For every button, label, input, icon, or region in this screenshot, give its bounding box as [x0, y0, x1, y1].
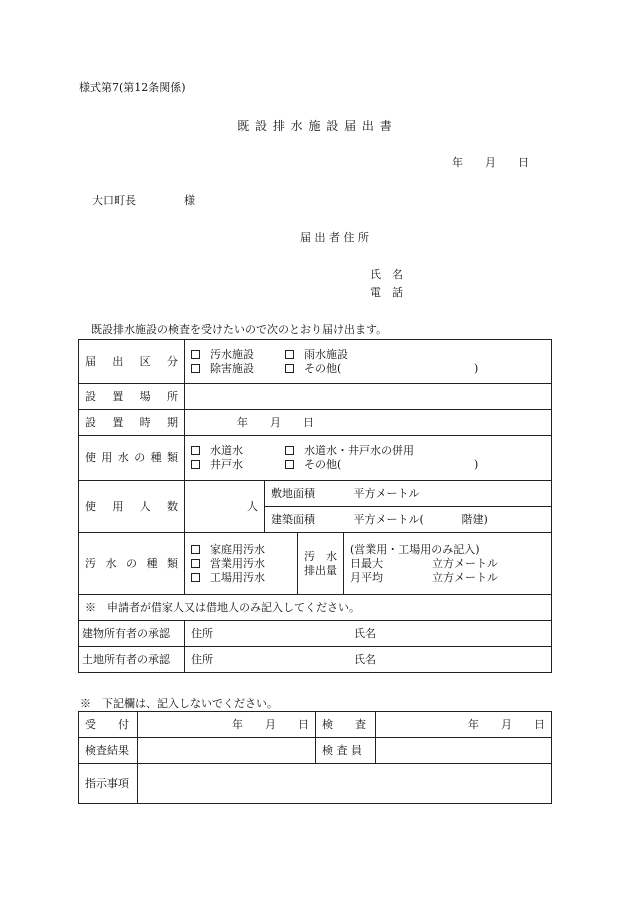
- inspection-label: 検 査: [316, 712, 376, 738]
- receipt-date[interactable]: 年 月 日: [138, 712, 316, 738]
- row-notification-type: [79, 340, 552, 384]
- water-type-options: 水道水 水道水・井戸水の併用 井戸水 その他( ): [185, 436, 552, 481]
- honorific: 様: [184, 194, 195, 207]
- checkbox-water-other[interactable]: [285, 460, 294, 469]
- checkbox-sewage-facility[interactable]: [191, 350, 200, 359]
- notification-type-options: 汚水施設 雨水施設 除害施設 その他( ): [185, 340, 552, 384]
- result-field[interactable]: [138, 738, 316, 764]
- building-area-field[interactable]: 平方メートル( 階建): [344, 507, 552, 533]
- inspection-date[interactable]: 年 月 日: [376, 712, 552, 738]
- users-field[interactable]: 人: [185, 481, 265, 533]
- instructions-label: 指示事項: [79, 764, 138, 804]
- row-users-site: [79, 481, 552, 507]
- form-title: 既 設 排 水 施 設 届 出 書: [237, 119, 393, 133]
- checkbox-type-other[interactable]: [285, 364, 294, 373]
- site-area-field[interactable]: 平方メートル: [344, 481, 552, 507]
- checkbox-rainwater-facility[interactable]: [285, 350, 294, 359]
- install-place-field[interactable]: [185, 384, 552, 410]
- row-land-owner: [79, 647, 552, 673]
- row-install-time: [79, 410, 552, 436]
- receipt-label: 受 付: [79, 712, 138, 738]
- row-building-owner: [79, 621, 552, 647]
- row-instructions: [79, 764, 552, 804]
- inspector-label: 検 査 員: [316, 738, 376, 764]
- users-label: 使 用 人 数: [79, 481, 185, 533]
- result-label: 検査結果: [79, 738, 138, 764]
- checkbox-industrial-sewage[interactable]: [191, 573, 200, 582]
- checkbox-commercial-sewage[interactable]: [191, 559, 200, 568]
- checkbox-combined-water[interactable]: [285, 446, 294, 455]
- notifier-address-label: 届 出 者 住 所: [300, 231, 369, 244]
- building-area-label: 建築面積: [265, 507, 344, 533]
- checkbox-pollution-removal[interactable]: [191, 364, 200, 373]
- building-owner-field[interactable]: 住所 氏名: [185, 621, 552, 647]
- building-owner-label: 建物所有者の承認: [79, 621, 185, 647]
- land-owner-field[interactable]: 住所 氏名: [185, 647, 552, 673]
- addressee: 大口町長: [92, 194, 136, 207]
- instructions-field[interactable]: [138, 764, 552, 804]
- inspector-field[interactable]: [376, 738, 552, 764]
- discharge-label: 汚 水 排出量: [298, 533, 344, 595]
- sewage-type-options: 家庭用汚水 営業用汚水 工場用汚水: [185, 533, 298, 595]
- checkbox-well-water[interactable]: [191, 460, 200, 469]
- discharge-field[interactable]: (営業用・工場用のみ記入) 日最大 立方メートル 月平均 立方メートル: [344, 533, 552, 595]
- office-use-table: [78, 711, 552, 804]
- checkbox-tap-water[interactable]: [191, 446, 200, 455]
- submission-date: 年 月 日: [452, 156, 529, 169]
- row-receipt-inspection: [79, 712, 552, 738]
- install-time-field[interactable]: 年 月 日: [185, 410, 552, 436]
- install-time-label: 設 置 時 期: [79, 410, 185, 436]
- sewage-type-label: 汚 水 の 種 類: [79, 533, 185, 595]
- office-use-note: ※ 下記欄は、記入しないでください。: [80, 697, 278, 710]
- row-install-place: [79, 384, 552, 410]
- row-note: [79, 595, 552, 621]
- form-number: 様式第7(第12条関係): [79, 81, 186, 94]
- row-result-inspector: [79, 738, 552, 764]
- site-area-label: 敷地面積: [265, 481, 344, 507]
- checkbox-domestic-sewage[interactable]: [191, 545, 200, 554]
- notifier-name-label: 氏 名: [370, 268, 403, 281]
- row-water-type: [79, 436, 552, 481]
- application-table: [78, 339, 552, 673]
- install-place-label: 設 置 場 所: [79, 384, 185, 410]
- tenant-note: ※ 申請者が借家人又は借地人のみ記入してください。: [79, 595, 552, 621]
- notification-type-label: 届 出 区 分: [79, 340, 185, 384]
- intro-text: 既設排水施設の検査を受けたいので次のとおり届け出ます。: [91, 323, 388, 336]
- water-type-label: 使用水の種類: [79, 436, 185, 481]
- notifier-phone-label: 電 話: [370, 286, 403, 299]
- land-owner-label: 土地所有者の承認: [79, 647, 185, 673]
- row-sewage-type: [79, 533, 552, 595]
